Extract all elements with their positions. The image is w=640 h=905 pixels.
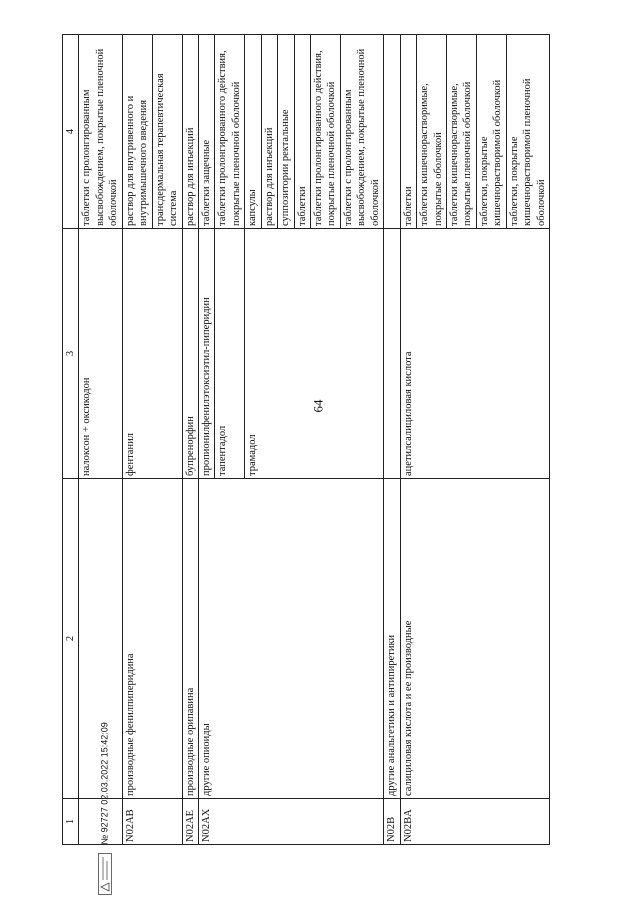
table-row bbox=[261, 35, 277, 845]
group-name bbox=[417, 479, 447, 799]
atc-code bbox=[261, 799, 277, 845]
drug-name: ацетилсалициловая кислота bbox=[400, 229, 416, 479]
table-row bbox=[311, 35, 341, 845]
table-row bbox=[476, 35, 506, 845]
atc-code bbox=[215, 799, 245, 845]
drug-name bbox=[506, 229, 549, 479]
group-name bbox=[152, 479, 182, 799]
atc-code bbox=[446, 799, 476, 845]
group-name bbox=[215, 479, 245, 799]
table-row bbox=[384, 35, 400, 845]
group-name bbox=[446, 479, 476, 799]
table-row bbox=[446, 35, 476, 845]
dosage-form: таблетки bbox=[400, 35, 416, 229]
dosage-form: таблетки кишечнорастворимые, покрытые оболочкой bbox=[417, 35, 447, 229]
group-name: производные орипавина bbox=[182, 479, 198, 799]
table-row bbox=[152, 35, 182, 845]
atc-code bbox=[245, 799, 261, 845]
group-name bbox=[294, 479, 310, 799]
atc-code bbox=[476, 799, 506, 845]
group-name bbox=[245, 479, 261, 799]
table-row bbox=[294, 35, 310, 845]
atc-code bbox=[311, 799, 341, 845]
document-footer bbox=[98, 655, 112, 895]
header-col-4: 4 bbox=[63, 35, 79, 229]
dosage-form: раствор для инъекций bbox=[182, 35, 198, 229]
drug-name bbox=[278, 229, 294, 479]
drug-table bbox=[62, 34, 550, 845]
group-name bbox=[311, 479, 341, 799]
drug-name bbox=[311, 229, 341, 479]
dosage-form: таблетки пролонгированного действия, покрытые пленочной оболочкой bbox=[215, 35, 245, 229]
drug-name bbox=[417, 229, 447, 479]
header-row bbox=[63, 35, 79, 845]
atc-code bbox=[340, 799, 383, 845]
table-row bbox=[417, 35, 447, 845]
dosage-form: суппозитории ректальные bbox=[278, 35, 294, 229]
group-name bbox=[476, 479, 506, 799]
dosage-form: таблетки пролонгированного действия, покрытые пленочной оболочкой bbox=[311, 35, 341, 229]
header-col-1: 1 bbox=[63, 799, 79, 845]
atc-code: N02AX bbox=[198, 799, 214, 845]
drug-name: налоксон + оксикодон bbox=[79, 229, 122, 479]
garant-logo-icon bbox=[98, 853, 112, 895]
group-name: салициловая кислота и ее производные bbox=[400, 479, 416, 799]
drug-name: фентанил bbox=[122, 229, 152, 479]
atc-code bbox=[417, 799, 447, 845]
table-row bbox=[506, 35, 549, 845]
table-row bbox=[245, 35, 261, 845]
drug-name: бупренорфин bbox=[182, 229, 198, 479]
table-row bbox=[182, 35, 198, 845]
drug-name: пропионилфенилэтоксиэтил-пиперидин bbox=[198, 229, 214, 479]
dosage-form: капсулы bbox=[245, 35, 261, 229]
page-number: 64 bbox=[310, 399, 326, 413]
dosage-form: таблетки кишечнорастворимые, покрытые пленочной оболочкой bbox=[446, 35, 476, 229]
drug-name bbox=[476, 229, 506, 479]
atc-code bbox=[152, 799, 182, 845]
table-row bbox=[340, 35, 383, 845]
header-col-3: 3 bbox=[63, 229, 79, 479]
atc-code bbox=[294, 799, 310, 845]
atc-code: N02AE bbox=[182, 799, 198, 845]
header-col-2: 2 bbox=[63, 479, 79, 799]
drug-name bbox=[340, 229, 383, 479]
dosage-form: таблетки с пролонгированным высвобождением, покрытые пленочной оболочкой bbox=[79, 35, 122, 229]
table-row bbox=[278, 35, 294, 845]
drug-name bbox=[294, 229, 310, 479]
table-row bbox=[400, 35, 416, 845]
dosage-form: раствор для внутривенного и внутримышечного введения bbox=[122, 35, 152, 229]
atc-code: N02B bbox=[384, 799, 400, 845]
drug-name: тапентадол bbox=[215, 229, 245, 479]
atc-code bbox=[506, 799, 549, 845]
table-row bbox=[122, 35, 152, 845]
dosage-form: таблетки защечные bbox=[198, 35, 214, 229]
drug-name bbox=[152, 229, 182, 479]
group-name bbox=[506, 479, 549, 799]
dosage-form: раствор для инъекций bbox=[261, 35, 277, 229]
atc-code bbox=[278, 799, 294, 845]
group-name: другие опиоиды bbox=[198, 479, 214, 799]
atc-code: N02AB bbox=[122, 799, 152, 845]
dosage-form bbox=[384, 35, 400, 229]
dosage-form: таблетки, покрытые кишечнорастворимой пленочной оболочкой bbox=[506, 35, 549, 229]
drug-name bbox=[261, 229, 277, 479]
group-name bbox=[340, 479, 383, 799]
group-name bbox=[261, 479, 277, 799]
dosage-form: таблетки, покрытые кишечнорастворимой оболочкой bbox=[476, 35, 506, 229]
drug-name: трамадол bbox=[245, 229, 261, 479]
atc-code: N02BA bbox=[400, 799, 416, 845]
group-name bbox=[278, 479, 294, 799]
document-stamp: № 92727 02.03.2022 15:42:09 bbox=[99, 722, 110, 845]
table-row bbox=[215, 35, 245, 845]
table-row bbox=[198, 35, 214, 845]
group-name: производные фенилпиперидина bbox=[122, 479, 152, 799]
drug-name bbox=[384, 229, 400, 479]
dosage-form: таблетки с пролонгированным высвобождением, покрытые пленочной оболочкой bbox=[340, 35, 383, 229]
drug-name bbox=[446, 229, 476, 479]
rotated-table-container bbox=[62, 35, 612, 845]
group-name: другие анальгетики и антипиретики bbox=[384, 479, 400, 799]
dosage-form: трансдермальная терапевтическая система bbox=[152, 35, 182, 229]
dosage-form: таблетки bbox=[294, 35, 310, 229]
